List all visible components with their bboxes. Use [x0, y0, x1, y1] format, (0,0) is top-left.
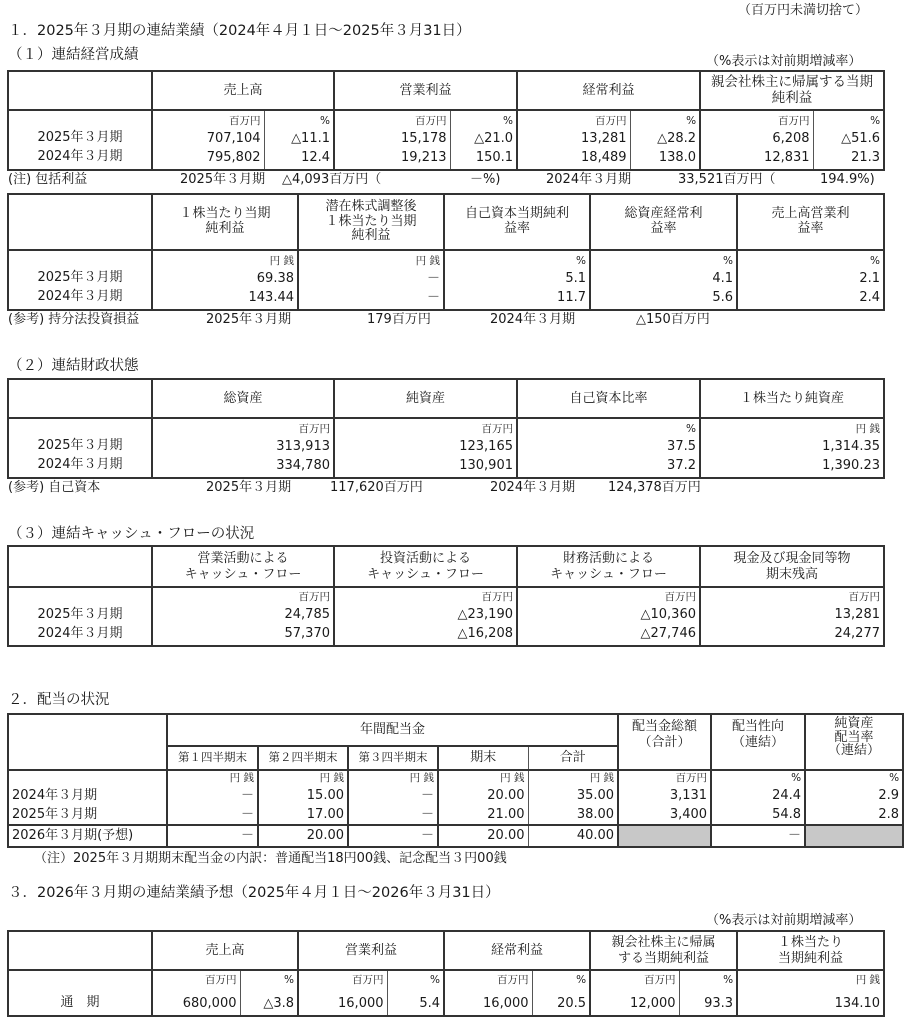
forecast-table — [7, 930, 885, 1017]
cell: 19,213 — [401, 149, 447, 165]
unit: % — [576, 974, 587, 986]
cell: 24,785 — [284, 607, 330, 622]
cell: 54.8 — [772, 807, 802, 822]
header-sales: 売上高 — [152, 931, 298, 970]
em-period-2024: 2024年３月期 — [490, 312, 576, 327]
section3-title: ３．2026年３月期の連結業績予想（2025年４月１日～2026年３月31日） — [8, 885, 500, 901]
cell: △16,208 — [457, 626, 513, 641]
header-net-income: 親会社株主に帰属する当期純利益 — [700, 71, 884, 110]
cell: 11.7 — [557, 289, 586, 305]
corner-cell — [8, 546, 152, 587]
gray-cell — [618, 825, 711, 847]
unit: 百万円 — [778, 114, 810, 127]
header-total-assets: 総資産 — [152, 379, 334, 418]
row-label-2025: 2025年３月期 — [12, 806, 98, 822]
cell: 16,000 — [483, 996, 529, 1011]
header-line: キャッシュ・フロー — [184, 566, 302, 582]
header-line: 投資活動による — [379, 550, 471, 566]
cell: 2.4 — [859, 289, 880, 305]
unit: % — [889, 772, 900, 784]
header-equity-ratio: 自己資本比率 — [517, 379, 700, 418]
cell: 2.1 — [859, 270, 880, 286]
cell: 13,281 — [834, 607, 880, 622]
forecast-row-label: 2026年３月期(予想) — [8, 825, 167, 847]
equity-method-label: (参考) 持分法投資損益 — [8, 312, 140, 327]
cell: － — [420, 788, 434, 803]
corner-cell — [8, 194, 152, 250]
cell: 1,390.23 — [822, 457, 880, 473]
header-line: 配当性向 — [732, 719, 785, 734]
em-value-2024: △150百万円 — [636, 312, 710, 327]
cell: 20.5 — [557, 996, 587, 1011]
cell: 123,165 — [459, 438, 513, 454]
header-line: 営業活動による — [197, 550, 289, 566]
header-year-end: 期末 — [438, 746, 528, 770]
eq-value-2024: 124,378百万円 — [608, 480, 701, 495]
sub3-title: （３）連結キャッシュ・フローの状況 — [8, 526, 255, 542]
cell: 2.9 — [878, 788, 900, 803]
header-net-assets: 純資産 — [334, 379, 517, 418]
unit: 円 銭 — [855, 974, 881, 986]
cell: 21.00 — [487, 807, 525, 822]
cell: △21.0 — [474, 130, 514, 146]
unit: 百万円 — [298, 422, 330, 435]
unit: 百万円 — [205, 974, 237, 986]
cell: 93.3 — [704, 996, 734, 1011]
unit: % — [870, 114, 881, 127]
row-label-2024: 2024年３月期 — [37, 289, 123, 304]
row-label-2024: 2024年３月期 — [37, 149, 123, 164]
cell: 3,400 — [669, 807, 708, 822]
header-line: 親会社株主に帰属 — [611, 934, 716, 950]
header-eps — [737, 931, 884, 970]
cell: 130,901 — [459, 457, 513, 473]
cell: 38.00 — [576, 807, 615, 822]
header-line: （連結） — [732, 734, 785, 750]
cell: 6,208 — [772, 130, 810, 146]
cell: 37.5 — [667, 438, 696, 454]
cell: － — [426, 289, 440, 305]
cell: － — [420, 807, 434, 822]
section2-title: ２．配当の状況 — [8, 692, 110, 708]
header-line: キャッシュ・フロー — [550, 566, 667, 582]
cell: 134.10 — [834, 996, 881, 1011]
header-financing-cf — [517, 546, 700, 587]
dividend-note: （注）2025年３月期期末配当金の内訳：普通配当18円00銭、記念配当３円00銭 — [34, 851, 507, 866]
row-label-2024: 2024年３月期 — [37, 625, 123, 641]
financial-position-table — [7, 378, 885, 479]
header-line: 当期純利益 — [778, 950, 844, 966]
cell: △28.2 — [657, 130, 697, 146]
cell: 12,831 — [764, 149, 810, 165]
header-q1: 第１四半期末 — [167, 746, 258, 770]
dividends-table — [7, 713, 904, 848]
eq-period-2025: 2025年３月期 — [206, 480, 292, 495]
cell: 3,131 — [669, 788, 708, 803]
row-label-2025: 2025年３月期 — [37, 270, 123, 285]
unit: 百万円 — [352, 974, 384, 986]
unit: 百万円 — [644, 974, 676, 986]
cell: 15,178 — [401, 130, 447, 146]
header-line: 配当率 — [834, 729, 874, 745]
cell: △27,746 — [640, 626, 696, 641]
header-total: 合計 — [528, 746, 618, 770]
cell: － — [426, 270, 440, 286]
ci-pct-2025: －%) — [470, 172, 501, 187]
cell: 13,281 — [581, 130, 627, 146]
cell: 37.2 — [667, 457, 696, 473]
cell: 1,314.35 — [822, 438, 880, 454]
header-line: キャッシュ・フロー — [367, 566, 484, 582]
ci-period-2025: 2025年３月期 — [180, 172, 266, 187]
corner-cell — [8, 931, 152, 970]
header-q2: 第２四半期末 — [258, 746, 348, 770]
unit: 円 銭 — [589, 772, 615, 784]
cell: 680,000 — [182, 996, 237, 1011]
cell: 21.3 — [851, 149, 881, 165]
row-label-2025: 2025年３月期 — [37, 438, 123, 453]
unit: % — [686, 422, 696, 435]
unit: 百万円 — [595, 114, 627, 127]
header-roe: 自己資本当期純利益率 — [444, 194, 590, 250]
cell: 2.8 — [878, 807, 900, 822]
sub2-title: （２）連結財政状態 — [8, 358, 139, 374]
operating-results-table — [7, 70, 885, 171]
unit: 百万円 — [229, 114, 261, 127]
header-doe — [805, 714, 903, 770]
row-label-2025: 2025年３月期 — [37, 606, 123, 622]
cell: 40.00 — [528, 825, 618, 847]
cell: 20.00 — [258, 825, 348, 847]
header-operating-margin: 売上高営業利益率 — [737, 194, 884, 250]
cell: 69.38 — [256, 270, 294, 286]
ci-value-2025: △4,093百万円（ — [282, 172, 382, 187]
cell: 18,489 — [581, 149, 627, 165]
unit: % — [723, 254, 733, 267]
cell: 12.4 — [301, 149, 331, 165]
ci-period-2024: 2024年３月期 — [546, 172, 632, 187]
unit: % — [723, 974, 734, 986]
unit: % — [430, 974, 441, 986]
unit: 百万円 — [497, 974, 529, 986]
unit: 百万円 — [415, 114, 447, 127]
header-line: 純資産 — [834, 716, 874, 731]
header-q3: 第３四半期末 — [348, 746, 438, 770]
header-line: 財務活動による — [562, 550, 654, 566]
cell: 24.4 — [772, 788, 802, 803]
cell: 334,780 — [276, 457, 330, 473]
cell: 4.1 — [712, 270, 733, 286]
cell: 143.44 — [248, 289, 294, 305]
cell: － — [240, 807, 254, 822]
header-net-income — [590, 931, 737, 970]
cell: 20.00 — [438, 825, 528, 847]
corner-cell — [8, 71, 152, 110]
header-operating-income: 営業利益 — [334, 71, 517, 110]
row-label-full-year: 通 期 — [8, 970, 152, 1016]
cell: △51.6 — [841, 130, 881, 146]
header-total-dividends — [618, 714, 711, 770]
header-cash-end — [700, 546, 884, 587]
unit: 百万円 — [481, 422, 513, 435]
cell: 150.1 — [475, 149, 514, 165]
corner-cell — [8, 379, 152, 418]
em-value-2025: 179百万円 — [367, 312, 431, 327]
header-annual-dividend: 年間配当金 — [167, 714, 618, 746]
cell: △11.1 — [291, 130, 331, 146]
header-bps: １株当たり純資産 — [700, 379, 884, 418]
unit: 円 銭 — [269, 254, 294, 267]
cell: △23,190 — [457, 607, 513, 622]
header-ordinary-income: 経常利益 — [444, 931, 590, 970]
row-label-2024: 2024年３月期 — [12, 787, 98, 803]
cell: 57,370 — [284, 626, 330, 641]
header-line: 期末残高 — [765, 566, 818, 582]
unit: 円 銭 — [319, 772, 344, 784]
cell: 12,000 — [630, 996, 676, 1011]
unit: 円 銭 — [229, 772, 254, 784]
cell: 5.4 — [419, 996, 441, 1011]
sub1-title: （１）連結経営成績 — [8, 47, 139, 63]
cell: 795,802 — [206, 149, 261, 165]
header-line: （合計） — [638, 734, 691, 750]
equity-label: (参考) 自己資本 — [8, 480, 101, 495]
cell: － — [711, 825, 805, 847]
row-label-2024: 2024年３月期 — [37, 457, 123, 472]
cell: 17.00 — [306, 807, 344, 822]
ci-pct-2024: 194.9%) — [820, 172, 875, 187]
cell: 24,277 — [834, 626, 880, 641]
section1-title: １．2025年３月期の連結業績（2024年４月１日～2025年３月31日） — [8, 23, 471, 39]
header-operating-income: 営業利益 — [298, 931, 444, 970]
comprehensive-income-label: (注) 包括利益 — [8, 172, 88, 187]
header-investing-cf — [334, 546, 517, 587]
unit: 円 銭 — [500, 772, 525, 784]
cell: － — [167, 825, 258, 847]
header-line: （連結） — [828, 743, 881, 759]
cell: △10,360 — [640, 607, 696, 622]
unit: 百万円 — [481, 591, 513, 603]
cell: 5.1 — [565, 270, 586, 286]
header-eps: １株当たり当期純利益 — [152, 194, 298, 250]
header-line: する当期純利益 — [618, 950, 710, 966]
header-roa: 総資産経常利益率 — [590, 194, 737, 250]
cell: 5.6 — [712, 289, 733, 305]
unit: 円 銭 — [855, 422, 880, 435]
header-sales: 売上高 — [152, 71, 334, 110]
unit: 円 銭 — [415, 254, 440, 267]
unit: 百万円 — [848, 591, 880, 603]
unit: 円 銭 — [409, 772, 434, 784]
header-diluted-eps: 潜在株式調整後１株当たり当期純利益 — [298, 194, 444, 250]
em-period-2025: 2025年３月期 — [206, 312, 292, 327]
unit: % — [284, 974, 295, 986]
gray-cell — [805, 825, 903, 847]
cash-flow-table — [7, 545, 885, 647]
cell: 20.00 — [487, 788, 525, 803]
header-line: 配当金総額 — [632, 719, 698, 734]
header-line: 現金及び現金同等物 — [733, 550, 851, 566]
unit: % — [320, 114, 331, 127]
unit: % — [576, 254, 586, 267]
header-operating-cf — [152, 546, 334, 587]
unit: 百万円 — [675, 772, 708, 784]
cell: － — [240, 788, 254, 803]
cell: 138.0 — [658, 149, 697, 165]
unit: % — [503, 114, 514, 127]
header-payout-ratio — [711, 714, 805, 770]
unit: 百万円 — [298, 591, 330, 603]
pct-note-1: （%表示は対前期増減率） — [706, 54, 862, 69]
cell: 707,104 — [206, 130, 261, 146]
header-line: １株当たり — [778, 934, 844, 950]
cell: △3.8 — [263, 996, 295, 1011]
unit: % — [791, 772, 802, 784]
unit: 百万円 — [664, 591, 696, 603]
cell: 16,000 — [338, 996, 384, 1011]
pct-note-3: （%表示は対前期増減率） — [706, 913, 862, 928]
cell: 35.00 — [576, 788, 615, 803]
unit: % — [870, 254, 880, 267]
corner-cell — [8, 714, 167, 770]
unit: % — [686, 114, 697, 127]
cell: 313,913 — [276, 438, 330, 454]
cell: 15.00 — [306, 788, 344, 803]
header-ordinary-income: 経常利益 — [517, 71, 700, 110]
cell: － — [348, 825, 438, 847]
ci-value-2024: 33,521百万円（ — [678, 172, 776, 187]
row-label-2025: 2025年３月期 — [37, 130, 123, 145]
per-share-ratios-table — [7, 193, 885, 311]
eq-value-2025: 117,620百万円 — [330, 480, 423, 495]
eq-period-2024: 2024年３月期 — [490, 480, 576, 495]
rounding-note: （百万円未満切捨て） — [738, 3, 869, 18]
